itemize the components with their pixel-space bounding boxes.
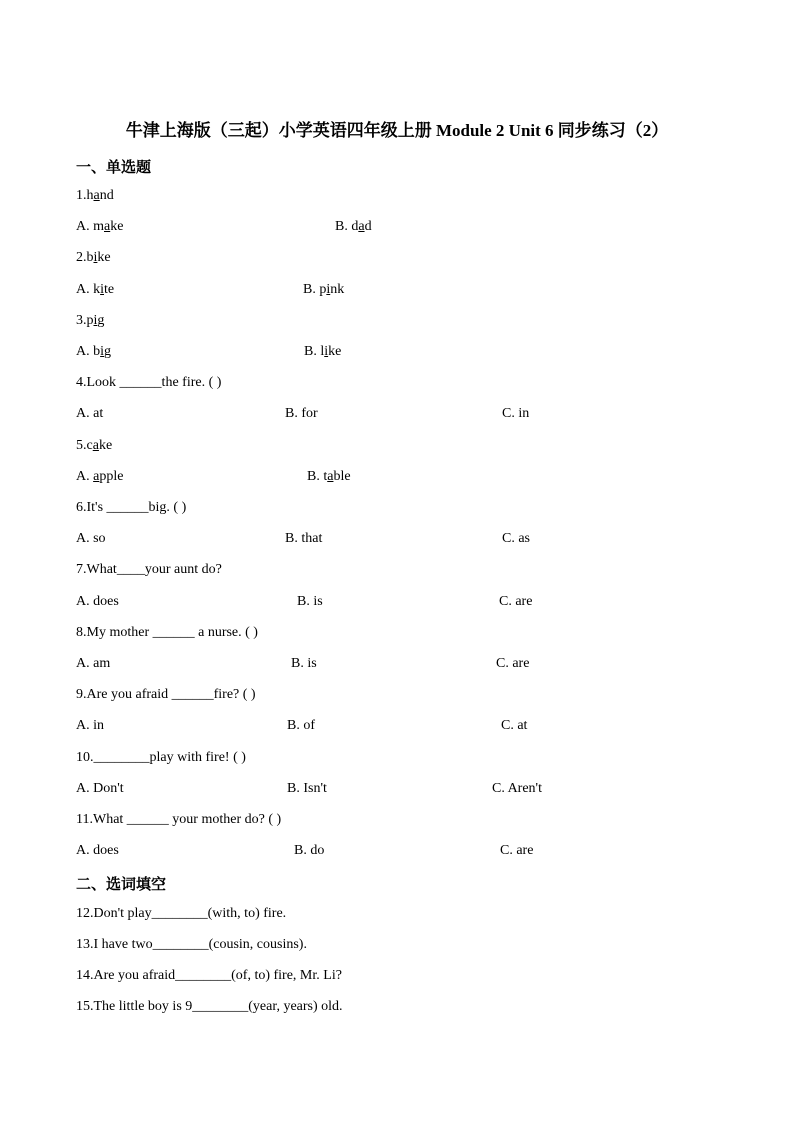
question-10-option-a: A. Don't [76, 781, 124, 796]
question-11-option-a: A. does [76, 843, 119, 858]
question-8-option-b: B. is [291, 656, 317, 671]
question-15: 15.The little boy is 9________(year, years) old. [76, 999, 343, 1014]
question-8-option-a: A. am [76, 656, 111, 671]
question-12: 12.Don't play________(with, to) fire. [76, 906, 287, 921]
section-heading-single-choice: 一、单选题 [76, 160, 152, 176]
section-heading-fill-in: 二、选词填空 [76, 877, 167, 893]
question-14: 14.Are you afraid________(of, to) fire, Mr. Li? [76, 968, 342, 983]
question-4-option-a: A. at [76, 406, 104, 421]
question-6-stem: 6.It's ______big. ( ) [76, 500, 187, 515]
question-5-option-a: A. apple [76, 469, 124, 484]
question-5-option-b: B. table [307, 469, 351, 484]
question-4-option-b: B. for [285, 406, 318, 421]
question-8-stem: 8.My mother ______ a nurse. ( ) [76, 625, 258, 640]
question-10-stem: 10.________play with fire! ( ) [76, 750, 246, 765]
question-2-option-b: B. pink [303, 282, 345, 297]
question-9-option-a: A. in [76, 718, 104, 733]
question-2-option-a: A. kite [76, 282, 115, 297]
page-title: 牛津上海版（三起）小学英语四年级上册 Module 2 Unit 6 同步练习（2） [125, 121, 669, 140]
question-3-stem: 3.pig [76, 313, 105, 328]
question-7-option-a: A. does [76, 594, 119, 609]
question-8-option-c: C. are [496, 656, 530, 671]
question-9-option-c: C. at [501, 718, 528, 733]
question-7-option-c: C. are [499, 594, 533, 609]
question-11-option-c: C. are [500, 843, 534, 858]
question-11-stem: 11.What ______ your mother do? ( ) [76, 812, 282, 827]
question-1-stem: 1.hand [76, 188, 114, 203]
question-13: 13.I have two________(cousin, cousins). [76, 937, 307, 952]
question-3-option-a: A. big [76, 344, 112, 359]
question-6-option-c: C. as [502, 531, 530, 546]
question-9-option-b: B. of [287, 718, 315, 733]
question-9-stem: 9.Are you afraid ______fire? ( ) [76, 687, 256, 702]
question-1-option-a: A. make [76, 219, 124, 234]
question-4-stem: 4.Look ______the fire. ( ) [76, 375, 222, 390]
question-6-option-b: B. that [285, 531, 323, 546]
question-7-stem: 7.What____your aunt do? [76, 562, 222, 577]
question-5-stem: 5.cake [76, 438, 113, 453]
question-2-stem: 2.bike [76, 250, 111, 265]
question-3-option-b: B. like [304, 344, 342, 359]
question-6-option-a: A. so [76, 531, 106, 546]
question-4-option-c: C. in [502, 406, 530, 421]
question-11-option-b: B. do [294, 843, 325, 858]
question-7-option-b: B. is [297, 594, 323, 609]
question-1-option-b: B. dad [335, 219, 372, 234]
question-10-option-c: C. Aren't [492, 781, 542, 796]
question-10-option-b: B. Isn't [287, 781, 327, 796]
